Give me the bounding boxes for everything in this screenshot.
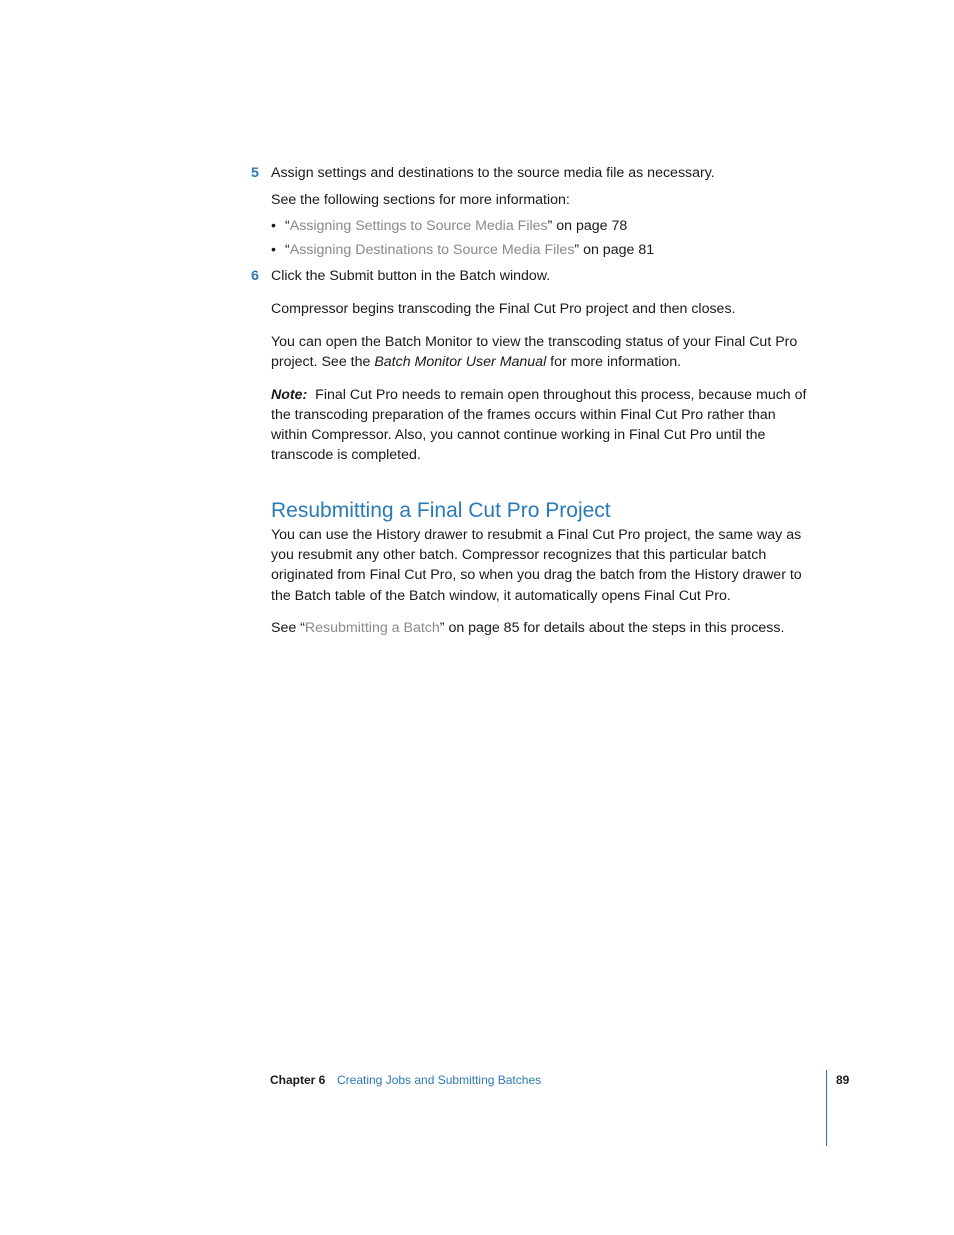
link-assigning-settings[interactable]: Assigning Settings to Source Media Files — [289, 218, 548, 234]
bullet-marker: • — [271, 218, 276, 234]
link-resubmitting-batch[interactable]: Resubmitting a Batch — [304, 620, 440, 636]
text-fragment: project. See the — [271, 354, 375, 370]
note-line1 — [271, 385, 806, 405]
section-body-line4: the Batch table of the Batch window, it automatically opens Final Cut Pro. — [271, 588, 731, 604]
paragraph-compressor-begins: Compressor begins transcoding the Final Cut Pro project and then closes. — [271, 301, 736, 317]
note-label: Note: — [271, 387, 308, 403]
section-body-line3: originated from Final Cut Pro, so when you drag the batch from the History drawer to — [271, 567, 802, 583]
page-number: 89 — [836, 1073, 850, 1087]
text-fragment: for more information. — [546, 354, 682, 370]
text-fragment: ” on page 85 for details about the steps in this process. — [439, 620, 785, 636]
paragraph-batch-monitor-line2 — [271, 352, 681, 372]
page-ref: ” on page 78 — [547, 218, 628, 234]
step-5-intro: See the following sections for more information: — [271, 192, 570, 208]
paragraph-batch-monitor-line1: You can open the Batch Monitor to view the transcoding status of your Final Cut Pro — [271, 334, 798, 350]
text-fragment: See “ — [271, 620, 305, 636]
text-fragment: Final Cut Pro needs to remain open throughout this process, because much of — [307, 387, 807, 403]
page-ref: ” on page 81 — [574, 242, 655, 258]
quote-open: “ — [285, 242, 290, 258]
manual-title: Batch Monitor User Manual — [374, 354, 547, 370]
footer-chapter: Chapter 6 — [270, 1073, 326, 1087]
step-number-6: 6 — [251, 268, 259, 284]
step-5-text: Assign settings and destinations to the source media file as necessary. — [271, 165, 715, 181]
section-heading: Resubmitting a Final Cut Pro Project — [271, 499, 611, 522]
bullet-item-settings — [285, 216, 627, 236]
link-assigning-destinations[interactable]: Assigning Destinations to Source Media Files — [289, 242, 575, 258]
note-line2: the transcoding preparation of the frames occurs within Final Cut Pro rather than — [271, 407, 776, 423]
bullet-item-destinations — [285, 240, 654, 260]
section-body-line2: you resubmit any other batch. Compressor recognizes that this particular batch — [271, 547, 767, 563]
see-also-paragraph — [271, 618, 784, 638]
quote-open: “ — [285, 218, 290, 234]
step-6-text: Click the Submit button in the Batch window. — [271, 268, 551, 284]
footer-chapter-title: Creating Jobs and Submitting Batches — [337, 1073, 542, 1087]
note-line3: within Compressor. Also, you cannot continue working in Final Cut Pro until the — [271, 427, 766, 443]
note-line4: transcode is completed. — [271, 447, 421, 463]
section-body-line1: You can use the History drawer to resubmit a Final Cut Pro project, the same way as — [271, 527, 802, 543]
bullet-marker: • — [271, 242, 276, 258]
step-number-5: 5 — [251, 165, 259, 181]
footer-divider — [826, 1070, 827, 1146]
